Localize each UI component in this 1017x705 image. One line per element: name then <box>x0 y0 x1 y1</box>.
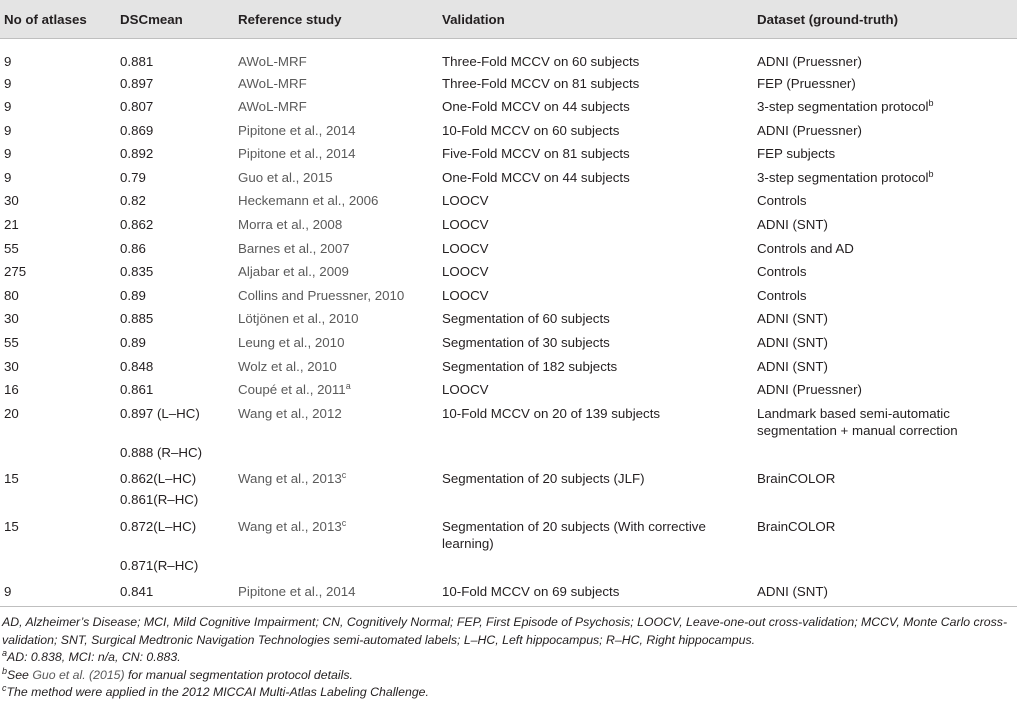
cell-reference[interactable] <box>234 355 438 379</box>
cell-reference <box>234 444 438 468</box>
header-atlases: No of atlases <box>0 0 116 39</box>
cell-atlases <box>0 557 116 581</box>
cell-reference[interactable] <box>234 166 438 190</box>
cell-dataset <box>753 444 1017 468</box>
cell-dscmean <box>116 467 234 491</box>
cell-reference-text: Morra et al., 2008 <box>238 217 343 233</box>
cell-dataset-text: 3-step segmentation protocol <box>757 99 929 115</box>
cell-dataset-text: Controls <box>757 287 807 303</box>
cell-reference-text: Wang et al., 2013 <box>238 471 342 487</box>
cell-reference-text: Heckemann et al., 2006 <box>238 193 379 209</box>
footnote-c-mark: c <box>2 683 7 693</box>
cell-dataset-text: ADNI (Pruessner) <box>757 382 862 398</box>
cell-dscmean <box>116 142 234 166</box>
cell-reference-text: AWoL-MRF <box>238 99 307 115</box>
cell-reference[interactable] <box>234 378 438 402</box>
cell-dscmean <box>116 515 234 557</box>
footnote-a-mark: a <box>2 648 8 658</box>
cell-reference[interactable] <box>234 142 438 166</box>
cell-atlases-text: 9 <box>4 99 12 115</box>
cell-dscmean <box>116 355 234 379</box>
cell-dscmean-text: 0.897 <box>120 75 154 91</box>
footnote-b-mark: b <box>2 665 8 676</box>
cell-dscmean <box>116 557 234 581</box>
cell-reference[interactable] <box>234 39 438 72</box>
cell-dataset-text: Controls and AD <box>757 240 854 256</box>
footnote-a <box>0 649 1010 667</box>
cell-validation-text: Segmentation of 182 subjects <box>442 358 618 374</box>
table-row <box>0 467 1017 491</box>
cell-dataset <box>753 580 1017 604</box>
cell-atlases <box>0 72 116 96</box>
cell-validation <box>438 557 753 581</box>
cell-atlases-text: 30 <box>4 358 19 374</box>
table-row <box>0 331 1017 355</box>
cell-dataset-text: Landmark based semi-automatic segmentation + manual correction <box>757 405 958 438</box>
cell-reference[interactable] <box>234 402 438 444</box>
cell-atlases <box>0 331 116 355</box>
cell-dataset-text: FEP subjects <box>757 146 836 162</box>
table-footnotes <box>0 614 1010 702</box>
cell-validation-text: LOOCV <box>442 382 489 398</box>
cell-reference-text: Coupé et al., 2011 <box>238 382 346 398</box>
cell-reference <box>234 491 438 515</box>
table-row <box>0 95 1017 119</box>
table-row <box>0 213 1017 237</box>
cell-validation <box>438 166 753 190</box>
cell-validation <box>438 237 753 261</box>
table-subrow <box>0 491 1017 515</box>
cell-reference[interactable] <box>234 72 438 96</box>
cell-reference[interactable] <box>234 307 438 331</box>
cell-dscmean-text: 0.861(R–HC) <box>120 492 199 507</box>
cell-validation-text: LOOCV <box>442 287 489 303</box>
cell-reference-text: Leung et al., 2010 <box>238 335 345 351</box>
header-reference: Reference study <box>234 0 438 39</box>
table-subrow <box>0 444 1017 468</box>
cell-reference[interactable] <box>234 284 438 308</box>
cell-reference <box>234 557 438 581</box>
header-validation: Validation <box>438 0 753 39</box>
cell-reference[interactable] <box>234 189 438 213</box>
cell-validation-text: Three-Fold MCCV on 60 subjects <box>442 54 640 69</box>
table-row <box>0 307 1017 331</box>
cell-dscmean <box>116 307 234 331</box>
table-body <box>0 39 1017 604</box>
table-row <box>0 72 1017 96</box>
cell-reference-footnote-mark: c <box>341 470 347 481</box>
cell-reference[interactable] <box>234 467 438 491</box>
cell-atlases-text: 15 <box>4 518 19 534</box>
cell-validation <box>438 331 753 355</box>
cell-validation-text: LOOCV <box>442 217 489 233</box>
cell-dscmean-text: 0.848 <box>120 358 154 374</box>
cell-validation-text: LOOCV <box>442 264 489 280</box>
cell-validation <box>438 444 753 468</box>
cell-atlases <box>0 237 116 261</box>
cell-dscmean <box>116 166 234 190</box>
cell-dataset <box>753 284 1017 308</box>
table-row <box>0 142 1017 166</box>
cell-atlases <box>0 39 116 72</box>
footnote-b-post: for manual segmentation protocol details. <box>124 667 353 682</box>
cell-dscmean-text: 0.807 <box>120 99 154 115</box>
cell-atlases <box>0 119 116 143</box>
cell-dataset <box>753 213 1017 237</box>
cell-reference-text: Pipitone et al., 2014 <box>238 584 356 600</box>
cell-atlases <box>0 213 116 237</box>
table-row <box>0 119 1017 143</box>
cell-dataset <box>753 166 1017 190</box>
cell-atlases-text: 275 <box>4 264 27 280</box>
cell-validation <box>438 580 753 604</box>
cell-dataset <box>753 491 1017 515</box>
cell-validation <box>438 402 753 444</box>
table-row <box>0 355 1017 379</box>
cell-dataset-text: ADNI (SNT) <box>757 311 828 327</box>
cell-dscmean <box>116 260 234 284</box>
cell-validation-text: One-Fold MCCV on 44 subjects <box>442 99 630 115</box>
cell-dscmean <box>116 378 234 402</box>
table-header-row <box>0 0 1017 39</box>
cell-validation <box>438 467 753 491</box>
cell-atlases-text: 20 <box>4 405 19 421</box>
cell-validation <box>438 307 753 331</box>
cell-dscmean <box>116 39 234 72</box>
cell-dscmean <box>116 95 234 119</box>
cell-validation <box>438 213 753 237</box>
cell-validation-text: Segmentation of 30 subjects <box>442 335 610 351</box>
cell-reference-text: Wang et al., 2012 <box>238 405 342 421</box>
footnote-c-text: The method were applied in the 2012 MICCAI Multi-Atlas Labeling Challenge. <box>6 685 429 699</box>
cell-dscmean <box>116 491 234 515</box>
cell-dataset-text: ADNI (SNT) <box>757 217 828 233</box>
footnote-abbreviations: AD, Alzheimer’s Disease; MCI, Mild Cognitive Impairment; CN, Cognitively Normal; FEP, First Episode of Psychosis; LOOCV, Leave-one-out cross-validation; MCCV, Monte Carlo cross-validation; SNT, Surgical Medtronic Navigation Technologies semi-automated labels; L–HC, Left hippocampus; R–HC, Right hippocampus. <box>2 615 1008 647</box>
cell-dscmean-text: 0.897 (L–HC) <box>120 405 200 421</box>
header-dscmean: DSCmean <box>116 0 234 39</box>
cell-atlases <box>0 355 116 379</box>
cell-validation-text: LOOCV <box>442 193 489 209</box>
cell-validation <box>438 515 753 557</box>
cell-validation <box>438 378 753 402</box>
table-row <box>0 580 1017 604</box>
cell-dscmean-text: 0.885 <box>120 311 154 327</box>
cell-atlases-text: 9 <box>4 75 12 91</box>
cell-dataset-text: BrainCOLOR <box>757 518 836 534</box>
cell-atlases-text: 55 <box>4 335 19 351</box>
cell-dataset <box>753 515 1017 557</box>
cell-dscmean-text: 0.892 <box>120 146 154 162</box>
cell-reference-text: Aljabar et al., 2009 <box>238 264 349 280</box>
cell-atlases-text: 30 <box>4 193 19 209</box>
table-row <box>0 39 1017 72</box>
cell-atlases-text: 21 <box>4 217 19 233</box>
cell-reference[interactable] <box>234 95 438 119</box>
cell-validation-text: Segmentation of 60 subjects <box>442 311 610 327</box>
cell-dscmean <box>116 72 234 96</box>
cell-validation <box>438 39 753 72</box>
cell-dscmean-text: 0.86 <box>120 240 146 256</box>
table-subrow <box>0 557 1017 581</box>
cell-dscmean <box>116 119 234 143</box>
cell-dataset-text: FEP (Pruessner) <box>757 75 856 91</box>
table-row <box>0 189 1017 213</box>
cell-reference[interactable] <box>234 515 438 557</box>
cell-dataset-text: ADNI (SNT) <box>757 335 828 351</box>
cell-dscmean-text: 0.869 <box>120 122 154 138</box>
cell-atlases <box>0 491 116 515</box>
cell-reference[interactable] <box>234 260 438 284</box>
table-row <box>0 515 1017 557</box>
cell-reference[interactable] <box>234 119 438 143</box>
footnote-b-link[interactable]: Guo et al. (2015) <box>32 667 125 682</box>
cell-dataset <box>753 95 1017 119</box>
cell-validation <box>438 355 753 379</box>
cell-reference[interactable] <box>234 331 438 355</box>
cell-dscmean <box>116 237 234 261</box>
footnote-b-pre: See <box>7 667 33 682</box>
cell-reference-text: AWoL-MRF <box>238 75 307 91</box>
table-row <box>0 378 1017 402</box>
cell-dataset <box>753 119 1017 143</box>
cell-dataset-text: ADNI (SNT) <box>757 584 828 600</box>
cell-validation <box>438 142 753 166</box>
table-row <box>0 260 1017 284</box>
header-dataset: Dataset (ground-truth) <box>753 0 1017 39</box>
cell-dataset-text: ADNI (Pruessner) <box>757 54 862 69</box>
cell-dscmean-text: 0.89 <box>120 335 146 351</box>
footnote-divider <box>0 606 1017 607</box>
cell-dscmean <box>116 444 234 468</box>
cell-dscmean <box>116 213 234 237</box>
cell-dscmean <box>116 284 234 308</box>
footnote-c <box>0 684 1010 702</box>
cell-validation-text: Three-Fold MCCV on 81 subjects <box>442 75 640 91</box>
footnote-a-text: AD: 0.838, MCI: n/a, CN: 0.883. <box>7 650 181 664</box>
cell-dscmean-text: 0.841 <box>120 584 154 600</box>
cell-atlases <box>0 580 116 604</box>
cell-atlases <box>0 142 116 166</box>
cell-dscmean-text: 0.861 <box>120 382 154 398</box>
cell-atlases <box>0 467 116 491</box>
cell-dscmean <box>116 189 234 213</box>
table-row <box>0 166 1017 190</box>
cell-dscmean-text: 0.881 <box>120 54 154 69</box>
cell-atlases <box>0 515 116 557</box>
cell-atlases-text: 9 <box>4 122 12 138</box>
cell-validation-text: 10-Fold MCCV on 60 subjects <box>442 122 620 138</box>
cell-validation-text: Five-Fold MCCV on 81 subjects <box>442 146 630 162</box>
cell-validation-text: One-Fold MCCV on 44 subjects <box>442 169 630 185</box>
cell-dscmean-text: 0.862(L–HC) <box>120 471 197 487</box>
cell-atlases-text: 9 <box>4 584 12 600</box>
cell-validation-text: Segmentation of 20 subjects (JLF) <box>442 471 645 487</box>
cell-validation-text: 10-Fold MCCV on 20 of 139 subjects <box>442 405 661 421</box>
cell-reference-text: Pipitone et al., 2014 <box>238 146 356 162</box>
cell-dataset <box>753 307 1017 331</box>
table-row <box>0 402 1017 444</box>
cell-reference-text: Collins and Pruessner, 2010 <box>238 287 405 303</box>
cell-validation <box>438 260 753 284</box>
cell-validation <box>438 189 753 213</box>
cell-validation-text: 10-Fold MCCV on 69 subjects <box>442 584 620 600</box>
cell-atlases <box>0 444 116 468</box>
cell-atlases-text: 9 <box>4 146 12 162</box>
cell-atlases-text: 55 <box>4 240 19 256</box>
cell-atlases <box>0 284 116 308</box>
cell-reference-text: Lötjönen et al., 2010 <box>238 311 359 327</box>
cell-dscmean <box>116 331 234 355</box>
cell-reference-text: Wolz et al., 2010 <box>238 358 337 374</box>
cell-dscmean-text: 0.79 <box>120 169 146 185</box>
cell-dscmean-text: 0.872(L–HC) <box>120 518 197 534</box>
cell-reference-text: Barnes et al., 2007 <box>238 240 350 256</box>
cell-validation <box>438 119 753 143</box>
cell-atlases <box>0 402 116 444</box>
cell-atlases <box>0 166 116 190</box>
cell-validation <box>438 284 753 308</box>
cell-dscmean <box>116 402 234 444</box>
cell-dataset <box>753 378 1017 402</box>
table-row <box>0 237 1017 261</box>
cell-dataset <box>753 39 1017 72</box>
cell-dataset <box>753 237 1017 261</box>
cell-atlases-text: 9 <box>4 169 12 185</box>
cell-validation-text: Segmentation of 20 subjects (With corrective learning) <box>442 518 706 551</box>
cell-dataset <box>753 72 1017 96</box>
cell-atlases <box>0 260 116 284</box>
cell-reference-text: Guo et al., 2015 <box>238 169 333 185</box>
cell-atlases <box>0 378 116 402</box>
table-row <box>0 284 1017 308</box>
cell-reference[interactable] <box>234 237 438 261</box>
cell-validation <box>438 95 753 119</box>
cell-dataset <box>753 402 1017 444</box>
cell-dataset <box>753 355 1017 379</box>
cell-dscmean-text: 0.871(R–HC) <box>120 557 199 573</box>
cell-dataset-text: Controls <box>757 193 807 209</box>
cell-dataset <box>753 467 1017 491</box>
cell-validation <box>438 491 753 515</box>
cell-reference-footnote-mark: a <box>345 381 351 392</box>
cell-atlases-text: 80 <box>4 287 19 303</box>
cell-atlases-text: 9 <box>4 54 12 69</box>
cell-atlases-text: 15 <box>4 471 19 487</box>
cell-dscmean-text: 0.862 <box>120 217 154 233</box>
cell-dscmean-text: 0.89 <box>120 287 146 303</box>
cell-dataset-text: 3-step segmentation protocol <box>757 169 929 185</box>
cell-dscmean-text: 0.888 (R–HC) <box>120 444 203 460</box>
cell-reference-footnote-mark: c <box>341 517 347 528</box>
cell-atlases <box>0 189 116 213</box>
cell-atlases-text: 16 <box>4 382 19 398</box>
cell-reference[interactable] <box>234 580 438 604</box>
cell-dataset <box>753 331 1017 355</box>
footnote-b <box>0 667 1010 685</box>
cell-dataset <box>753 142 1017 166</box>
cell-dscmean <box>116 580 234 604</box>
cell-reference-text: Wang et al., 2013 <box>238 518 342 534</box>
cell-dataset <box>753 260 1017 284</box>
cell-atlases <box>0 307 116 331</box>
cell-validation <box>438 72 753 96</box>
cell-reference-text: Pipitone et al., 2014 <box>238 122 356 138</box>
cell-dataset-footnote-mark: b <box>928 168 934 179</box>
cell-dataset-text: BrainCOLOR <box>757 471 836 487</box>
cell-dataset-text: ADNI (Pruessner) <box>757 122 862 138</box>
cell-atlases <box>0 95 116 119</box>
cell-atlases-text: 30 <box>4 311 19 327</box>
cell-dscmean-text: 0.835 <box>120 264 154 280</box>
cell-dataset-text: Controls <box>757 264 807 280</box>
cell-reference[interactable] <box>234 213 438 237</box>
cell-reference-text: AWoL-MRF <box>238 54 307 69</box>
cell-dataset-footnote-mark: b <box>928 98 934 109</box>
cell-dataset <box>753 189 1017 213</box>
cell-dataset-text: ADNI (SNT) <box>757 358 828 374</box>
cell-validation-text: LOOCV <box>442 240 489 256</box>
cell-dscmean-text: 0.82 <box>120 193 146 209</box>
cell-dataset <box>753 557 1017 581</box>
